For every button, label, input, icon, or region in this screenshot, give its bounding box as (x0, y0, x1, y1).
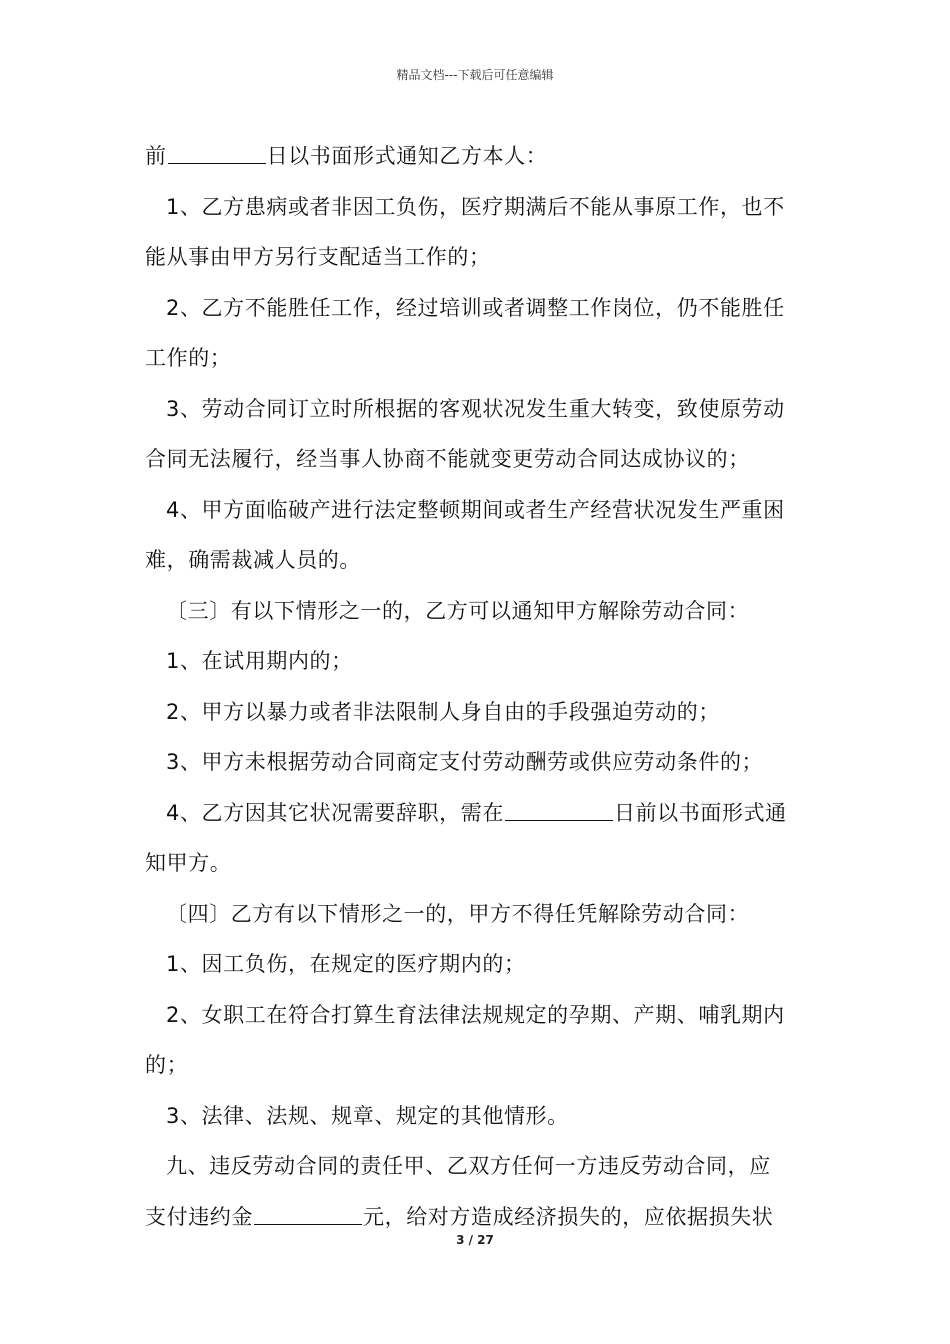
text-line: 的； (145, 1053, 189, 1077)
page-number: 3 / 27 (456, 1233, 494, 1247)
section-heading: 九、违反劳动合同的责任甲、乙双方任何一方违反劳动合同，应 (166, 1154, 771, 1178)
text-line: 3、劳动合同订立时所根据的客观状况发生重大转变，致使原劳动 (166, 396, 785, 421)
text-line: 2、女职工在符合打算生育法律法规规定的孕期、产期、哺乳期内 (166, 1002, 785, 1027)
fill-in-blank (168, 141, 266, 164)
text-segment: 支付违约金 (145, 1204, 253, 1229)
text-line: 知甲方。 (145, 851, 232, 875)
text-segment: 4、乙方因其它状况需要辞职，需在 (166, 800, 504, 825)
section-heading: 〔四〕乙方有以下情形之一的，甲方不得任凭解除劳动合同： (166, 901, 750, 926)
text-line: 2、乙方不能胜任工作，经过培训或者调整工作岗位，仍不能胜任 (166, 295, 785, 320)
text-line: 4、甲方面临破产进行法定整顿期间或者生产经营状况发生严重困 (166, 497, 785, 522)
fill-in-blank (505, 798, 613, 821)
text-segment: 日前以书面形式通 (613, 800, 787, 825)
fill-in-blank (254, 1202, 362, 1225)
text-line: 工作的； (145, 346, 232, 370)
text-segment: 前 (145, 144, 167, 168)
text-segment: 日以书面形式通知乙方本人： (266, 144, 548, 168)
document-body (145, 131, 810, 1242)
text-line: 能从事由甲方另行支配适当工作的； (145, 245, 491, 269)
text-segment: 元，给对方造成经济损失的，应依据损失状 (363, 1204, 774, 1229)
text-line: 难，确需裁减人员的。 (145, 548, 361, 572)
text-line: 3、法律、法规、规章、规定的其他情形。 (166, 1103, 569, 1128)
text-line: 1、在试用期内的； (166, 649, 353, 673)
text-line: 2、甲方以暴力或者非法限制人身自由的手段强迫劳动的； (166, 699, 720, 724)
text-line: 合同无法履行，经当事人协商不能就变更劳动合同达成协议的； (145, 447, 750, 471)
text-line: 1、因工负伤，在规定的医疗期内的； (166, 952, 526, 976)
text-line: 1、乙方患病或者非因工负伤，医疗期满后不能从事原工作，也不 (166, 194, 785, 219)
page-header: 精品文档---下载后可任意编辑 (396, 68, 554, 82)
text-line (145, 788, 810, 839)
text-line: 3、甲方未根据劳动合同商定支付劳动酬劳或供应劳动条件的； (166, 750, 764, 774)
text-line (145, 131, 810, 182)
section-heading: 〔三〕有以下情形之一的，乙方可以通知甲方解除劳动合同： (166, 598, 750, 623)
